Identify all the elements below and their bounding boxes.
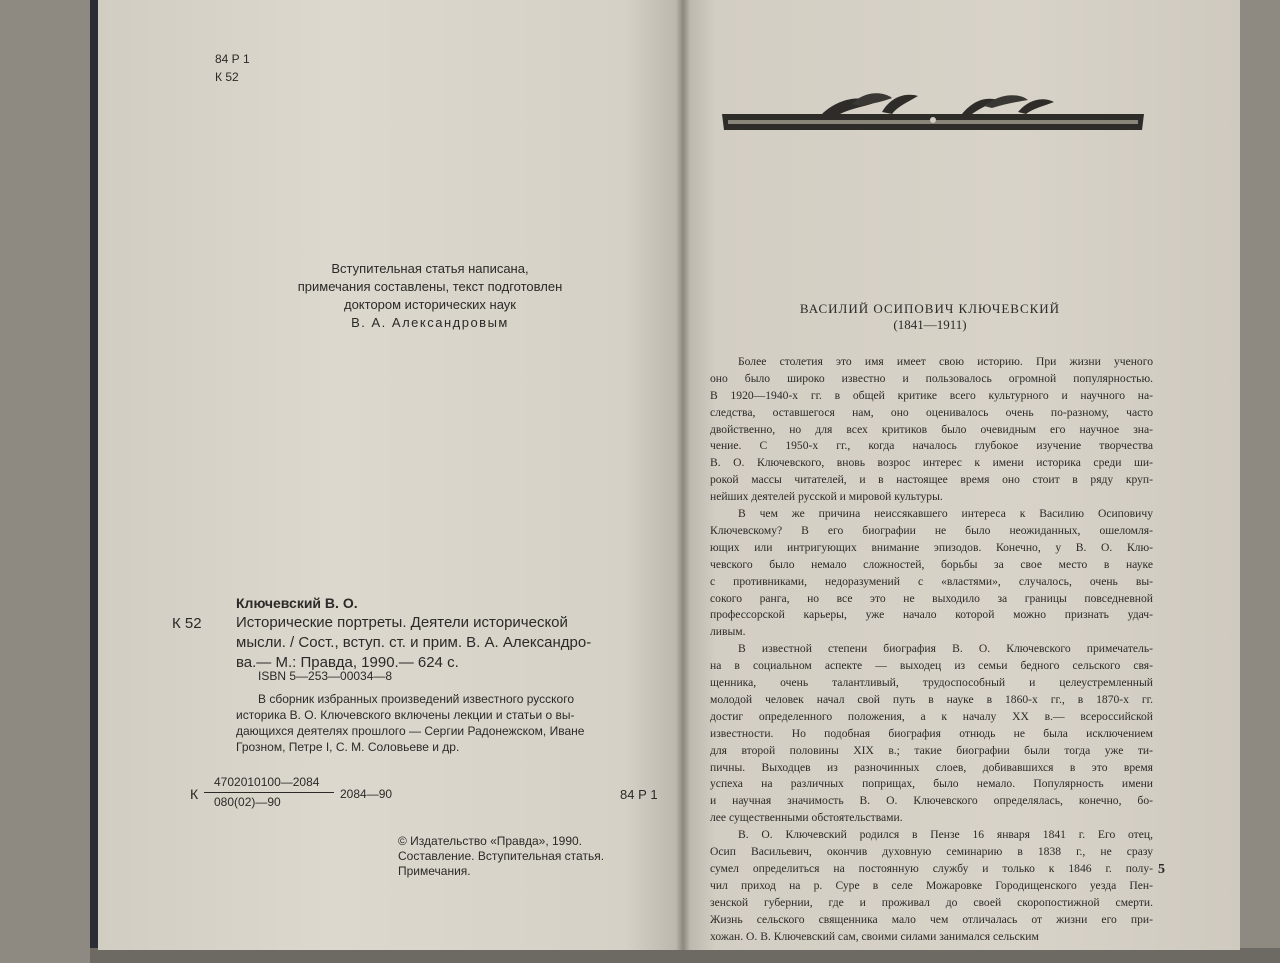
copyright-line: Примечания.	[398, 864, 471, 878]
paragraph-line: чение. С 1950-х гг., когда началось глубокое изучение творчества	[710, 439, 1153, 452]
catalog-isbn: ISBN 5—253—00034—8	[258, 669, 393, 683]
paragraph-line: оно было широко известно и пользовалось огромной популярностью.	[710, 372, 1153, 385]
annotation-line: Грозном, Петре I, С. М. Соловьеве и др.	[236, 740, 460, 754]
paragraph-line: щенника, очень талантливый, трудоспособный и целеустремленный	[710, 676, 1153, 689]
credits-line: доктором исторических наук	[343, 297, 516, 312]
article-heading	[740, 301, 1120, 333]
paragraph-line: на в социальном аспекте — выходец из семьи бедного сельского свя-	[710, 659, 1153, 672]
paragraph-line: двойственно, но для всех критиков было очевидным его научное зна-	[710, 423, 1153, 436]
paragraph-line: ливым.	[710, 625, 746, 638]
paragraph-line: известности. Но подобная биография отнюдь не была исключением	[710, 727, 1153, 740]
paragraph-line: Жизнь сельского священника мало чем отличалась от жизни его при-	[710, 913, 1153, 926]
paragraph-line: зенской губернии, где и проживал до своей скоропостижной смерти.	[710, 896, 1153, 909]
decorative-ornament-icon	[722, 90, 1144, 130]
paragraph-line: следства, оставшегося нам, оно оценивалось очень по-разному, часто	[710, 406, 1153, 419]
shelf-code-bbk: 84 Р 1	[215, 52, 250, 66]
paragraph-line: нейших деятелей русской и мировой культуры.	[710, 490, 943, 503]
catalog-line: мысли. / Сост., вступ. ст. и прим. В. А. Александро-	[236, 634, 592, 651]
catalog-code: К 52	[172, 615, 202, 632]
catalog-line: Исторические портреты. Деятели исторической	[236, 614, 568, 631]
copyright-line: © Издательство «Правда», 1990.	[398, 834, 583, 848]
fraction-tail: 2084—90	[340, 787, 393, 801]
paragraph-line: В 1920—1940-х гг. в общей критике всего культурного и научного на-	[710, 389, 1153, 402]
paragraph-line: чевского было немало сложностей, борьбы за свое место в науке	[710, 558, 1153, 571]
article-title: ВАСИЛИЙ ОСИПОВИЧ КЛЮЧЕВСКИЙ	[799, 301, 1061, 316]
paragraph-line: Более столетия это имя имеет свою историю. При жизни ученого	[738, 355, 1153, 368]
shelf-code-author: К 52	[215, 70, 239, 84]
paragraph-line: ющих или интригующих внимание эпизодов. Конечно, у В. О. Клю-	[710, 541, 1153, 554]
bbk-code: 84 Р 1	[620, 787, 658, 802]
book-cover-edge	[90, 0, 98, 963]
paragraph-line: В. О. Ключевский родился в Пензе 16 января 1841 г. Его отец,	[738, 828, 1153, 841]
credits-block	[280, 260, 580, 332]
paragraph-line: чил приход на р. Суре в селе Можаровке Городищенского уезда Пен-	[710, 879, 1153, 892]
fraction-numerator: 4702010100—2084	[214, 775, 320, 789]
annotation-line: В сборник избранных произведений известного русского	[258, 692, 575, 706]
fraction-denominator: 080(02)—90	[214, 795, 281, 809]
paragraph-line: успеха на различных поприщах, было немало. Популярность имени	[710, 777, 1153, 790]
fraction-letter: К	[190, 786, 199, 802]
paragraph-line: В. О. Ключевского, вновь возрос интерес к имени историка среди ши-	[710, 456, 1153, 469]
catalog-author: Ключевский В. О.	[236, 595, 358, 611]
copyright-line: Составление. Вступительная статья.	[398, 849, 605, 863]
paragraph-line: хожан. О. В. Ключевский сам, своими силами занимался сельским	[710, 930, 1039, 943]
paragraph-line: сумел определиться на постоянную службу и только к 1846 г. полу-	[710, 862, 1153, 875]
paragraph-line: сокого ранга, но все это не выходило за границы повседневной	[710, 592, 1153, 605]
left-page	[98, 0, 683, 950]
paragraph-line: пичны. Выходцев из разночинных слоев, добивавшихся в это время	[710, 761, 1153, 774]
article-years: (1841—1911)	[893, 317, 967, 332]
credits-line: примечания составлены, текст подготовлен	[297, 279, 563, 294]
paragraph-line: В известной степени биография В. О. Ключевского примечатель-	[738, 642, 1153, 655]
paragraph-line: с противниками, недоразумений с «властями», случалось, очень вы-	[710, 575, 1153, 588]
paragraph-line: Ключевскому? В его биографии не было неожиданных, ошеломля-	[710, 524, 1153, 537]
annotation-line: историка В. О. Ключевского включены лекции и статьи о вы-	[236, 708, 575, 722]
paragraph-line: достиг определенного положения, а к началу XX в.— всероссийской	[710, 710, 1153, 723]
annotation-line: дающихся деятелях прошлого — Сергии Радонежском, Иване	[236, 724, 585, 738]
paragraph-line: и научная значимость В. О. Ключевского определялась, конечно, бо-	[710, 794, 1153, 807]
paragraph-line: молодой человек начал свой путь в науке в 1860-х гг., в 1870-х гг.	[710, 693, 1153, 706]
paragraph-line: Осип Васильевич, окончив духовную семинарию в 1838 г., не сразу	[710, 845, 1153, 858]
credits-line: Вступительная статья написана,	[331, 261, 529, 276]
catalog-line: ва.— М.: Правда, 1990.— 624 с.	[236, 654, 459, 671]
paragraph-line: для второй половины XIX в.; такие биографии были тогда уже ти-	[710, 744, 1153, 757]
paragraph-line: рокой массы читателей, и в настоящее время оно стоит в ряду круп-	[710, 473, 1153, 486]
fraction-bar	[204, 792, 334, 793]
credits-line: В. А. Александровым	[351, 315, 509, 330]
book-cover-bottom	[90, 948, 1280, 963]
page-number: 5	[1158, 862, 1165, 877]
paragraph-line: лее существенными обстоятельствами.	[710, 811, 903, 824]
paragraph-line: В чем же причина неиссякавшего интереса к Василию Осиповичу	[738, 507, 1153, 520]
book-gutter	[676, 0, 690, 950]
paragraph-line: профессорской карьеры, уже начало которой можно признать удач-	[710, 608, 1153, 621]
